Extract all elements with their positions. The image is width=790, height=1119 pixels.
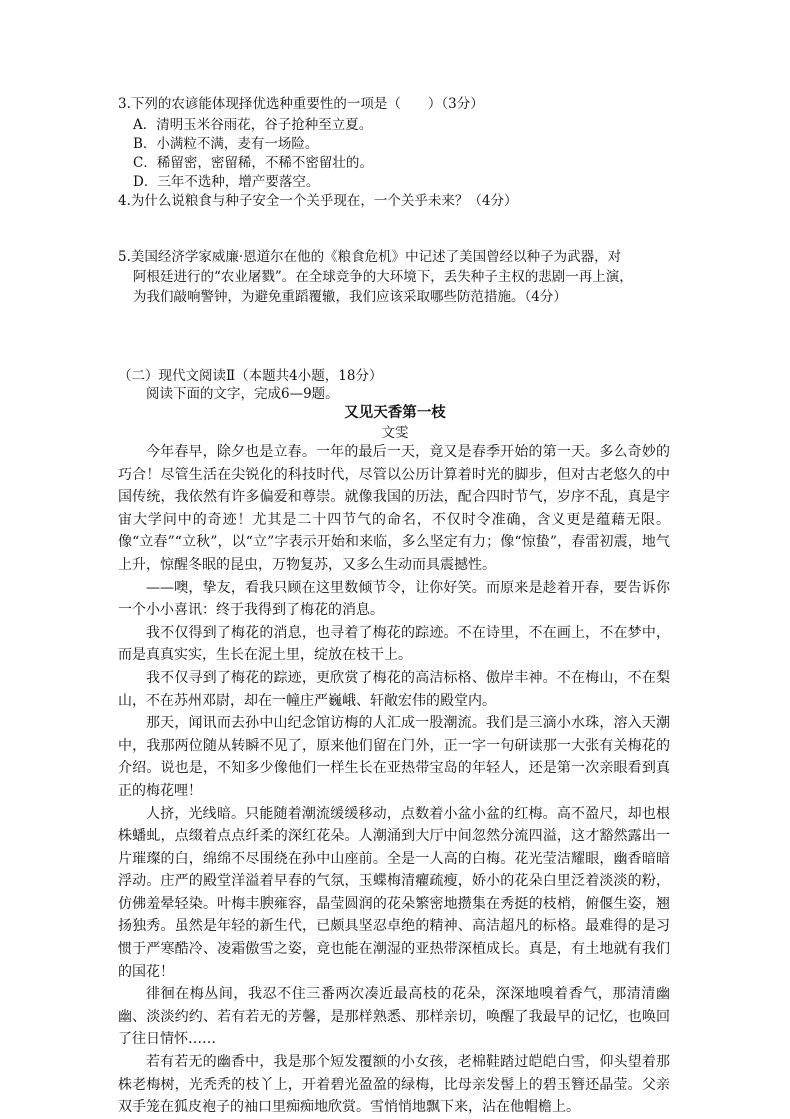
- question-4: 4.为什么说粮食与种子安全一个关乎现在，一个关乎未来？（4分）: [118, 193, 518, 209]
- article-title: 又见天香第一枝: [344, 404, 446, 421]
- article-paragraph: 若有若无的幽香中，我是那个短发覆额的小女孩，老棉鞋踏过皑皑白雪，仰头望着那株老梅树，光秃秃的枝丫上，开着碧光盈盈的绿梅，比母亲发髻上的碧玉簪还晶莹。父亲双手笼在狐皮袍子的袖口里痴痴地欣赏。雪悄悄地飘下来，沾在他帽檐上。: [118, 1054, 670, 1116]
- article-paragraph: 人挤，光线暗。只能随着潮流缓缓移动，点数着小盆小盆的红梅。高不盈尺，却也根株蟠虬，点缀着点点纤柔的深红花朵。人潮涌到大厅中间忽然分流四溢，这才豁然露出一片璀璨的白，绵绵不尽围绕在孙中山座前。全是一人高的白梅。花光莹洁耀眼，幽香暗暗浮动。庄严的殿堂洋溢着早春的气氛，玉蝶梅清癯疏瘦，娇小的花朵白里泛着淡淡的粉，仿佛羞晕轻染。叶梅丰腴雍容，晶莹圆润的花朵繁密地攒集在秀挺的枝梢，俯偃生姿，翘扬独秀。虽然是年轻的新生代，已颇具坚忍卓绝的精神、高洁超凡的标格。最难得的是习惯于严寒酷冷、凌霜傲雪之姿，竟也能在潮湿的亚热带深植成长。真是，有土地就有我们的国花！: [118, 805, 670, 980]
- article-paragraph: 今年春早，除夕也是立春。一年的最后一天，竟又是春季开始的第一天。多么奇妙的巧合！尽管生活在尖锐化的科技时代，尽管以公历计算着时光的脚步，但对古老悠久的中国传统，我依然有许多偏爱和尊崇。就像我国的历法，配合四时节气，岁序不乱，真是宇宙大学问中的奇迹！尤其是二十四节气的命名，不仅时令准确，含义更是蕴藉无限。像“立春”“立秋”，以“立”字表示开始和来临，多么坚定有力；像“惊蛰”，春雷初震，地气上升，惊醒冬眠的昆虫，万物复苏，又多么生动而具震撼性。: [118, 444, 670, 573]
- article-paragraph: 我不仅得到了梅花的消息，也寻着了梅花的踪迹。不在诗里，不在画上，不在梦中，而是真真实实，生长在泥土里，绽放在枝干上。: [118, 624, 670, 664]
- question-3-option-b: B．小满粒不满，麦有一场险。: [133, 136, 319, 152]
- article-paragraph: 那天，闻讯而去孙中山纪念馆访梅的人汇成一股潮流。我们是三滴小水珠，溶入天潮中，我那两位随从转瞬不见了，原来他们留在门外，正一字一句研读那一大张有关梅花的介绍。说也是，不知多少像他们一样生长在亚热带宝岛的年轻人，还是第一次亲眼看到真正的梅花哩！: [118, 715, 670, 799]
- question-3-option-d: D．三年不选种，增产要落空。: [133, 174, 320, 190]
- question-5-line-1: 5.美国经济学家威廉·恩道尔在他的《粮食危机》中记述了美国曾经以种子为武器，对: [118, 249, 622, 265]
- article-paragraph: 我不仅寻到了梅花的踪迹，更欣赏了梅花的高洁标格、傲岸丰神。不在梅山，不在梨山，不在苏州邓尉，却在一幢庄严巍峨、轩敞宏伟的殿堂内。: [118, 669, 670, 709]
- article-author: 文雯: [381, 425, 409, 441]
- article-paragraph: ——噢，挚友，看我只顾在这里数倾节令，让你好笑。而原来是趁着开春，要告诉你一个小小喜讯：终于我得到了梅花的消息。: [118, 579, 670, 619]
- article-paragraph: 徘徊在梅丛间，我忍不住三番两次凑近最高枝的花朵，深深地嗅着香气，那清清幽幽、淡淡约约、若有若无的芳馨，是那样熟悉、那样亲切，唤醒了我最早的记忆，也唤回了往日情怀……: [118, 986, 670, 1048]
- section-instruction: 阅读下面的文字，完成6—9题。: [146, 386, 339, 402]
- question-3-stem: 3.下列的农谚能体现择优选种重要性的一项是（ ）（3分）: [118, 96, 484, 112]
- question-3-option-c: C．稀留密，密留稀，不稀不密留壮的。: [133, 155, 373, 171]
- article-body: [118, 441, 670, 1119]
- question-5-line-3: 为我们敲响警钟，为避免重蹈覆辙，我们应该采取哪些防范措施。（4分）: [133, 289, 567, 305]
- question-5-line-2: 阿根廷进行的“农业屠戮”。在全球竞争的大环境下，丢失种子主权的悲剧一再上演，: [133, 269, 633, 285]
- section-heading: （二）现代文阅读Ⅱ（本题共4小题，18分）: [118, 368, 383, 384]
- question-3-option-a: A．清明玉米谷雨花，谷子抢种至立夏。: [133, 117, 373, 133]
